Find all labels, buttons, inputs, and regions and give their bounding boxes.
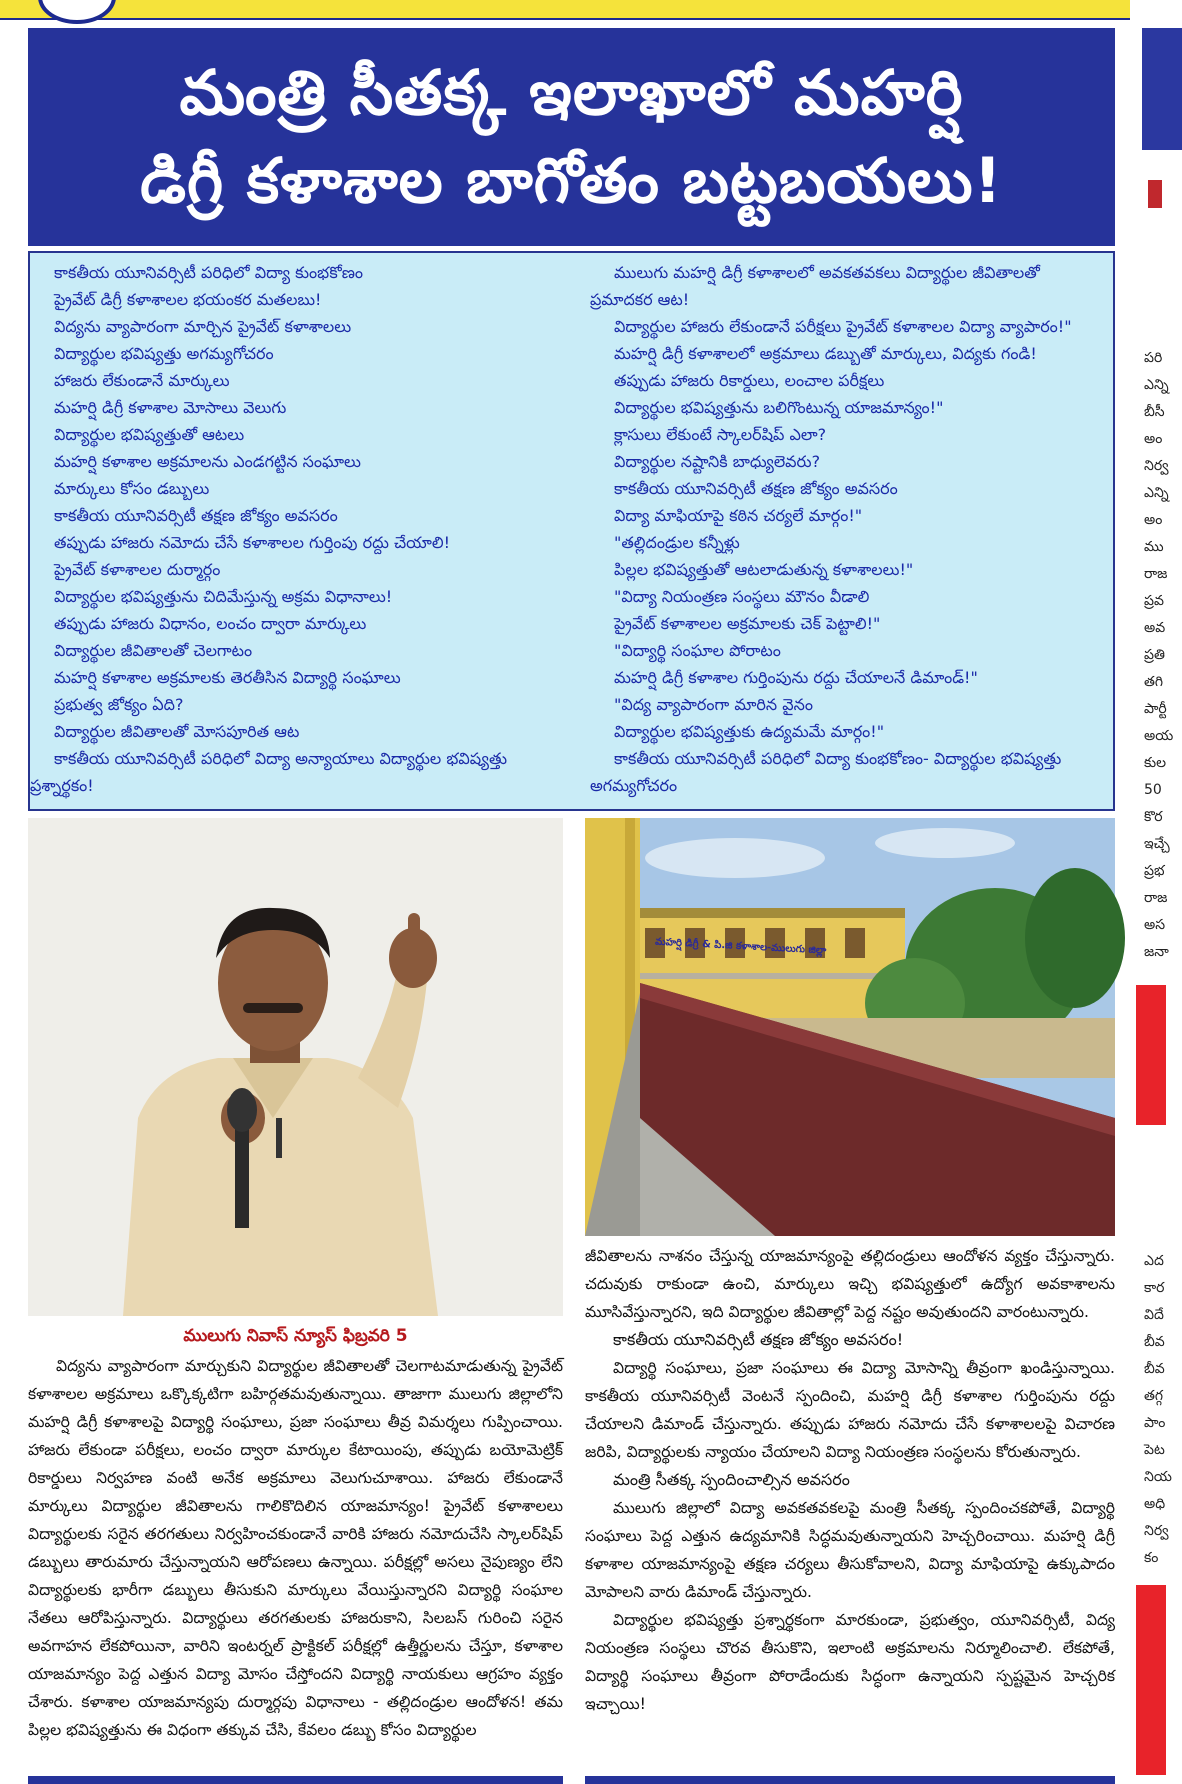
article-left-paragraph: విద్యను వ్యాపారంగా మార్చుకుని విద్యార్థుల జీవితాలతో చెలగాటమాడుతున్న ప్రైవేట్ కళాశాలల అక్రమాలు ఒక్కొక్కటిగా బహిర్గతమవుతున్నాయి. తాజాగా ములుగు జిల్లాలోని మహర్షి డిగ్రీ కళాశాలపై విద్యార్థి సంఘాలు, ప్రజా సంఘాలు తీవ్ర విమర్శలు గుప్పించాయి. హాజరు లేకుండా పరీక్షలు, లంచం ద్వారా మార్కుల కేటాయింపు, తప్పుడు బయోమెట్రిక్ రికార్డులు నిర్వహణ వంటి అనేక అక్రమాలు వెలుగుచూశాయి. హాజరు లేకుండానే మార్కులు విద్యార్థుల జీవితాలను గాలికొదిలిన యాజమాన్యం! ప్రైవేట్ కళాశాలలు విద్యార్థులకు సరైన తరగతులు నిర్వహించకుండానే వారికి హాజరు నమోదుచేసి స్కాలర్‌షిప్ డబ్బులు తారుమారు చేస్తున్నాయని ఆరోపణలు ఉన్నాయి. పరీక్షల్లో అసలు నైపుణ్యం లేని విద్యార్థులకు భారీగా డబ్బులు తీసుకుని మార్కులు వేయిస్తున్నారని విద్యార్థి సంఘాల నేతలు ఆరోపిస్తున్నారు. విద్యార్థులు తరగతులకు హాజరుకాని, సిలబస్ గురించి సరైన అవగాహన లేకపోయినా, వారిని ఇంటర్నల్ ప్రాక్టికల్ పరీక్షల్లో ఉత్తీర్ణులను చేస్తూ, కళాశాల యాజమాన్యం పెద్ద ఎత్తున విద్యా మోసం చేస్తోందని విద్యార్థి నాయకులు ఆగ్రహం వ్యక్తం చేశారు. కళాశాల యాజమాన్యపు దుర్మార్గపు విధానాలు - తల్లిదండ్రుల ఆందోళన! తమ పిల్లల భవిష్యత్తును ఈ విధంగా తక్కువ చేసి, కేవలం డబ్బు కోసం విద్యార్థుల (28, 1357, 563, 1739)
subheading: విద్యార్థుల భవిష్యత్తును చిదిమేస్తున్న అక్రమ విధానాలు! (54, 587, 393, 606)
adjacent-text-fragment: జనా (1144, 944, 1169, 960)
newspaper-logo (38, 0, 116, 24)
subheading: కాకతీయ యూనివర్సిటీ పరిధిలో విద్యా అన్యాయాలు విద్యార్థుల భవిష్యత్తు (54, 749, 507, 768)
adjacent-text-fragment: రాజ (1144, 566, 1168, 582)
subheading: మహర్షి డిగ్రీ కళాశాల గుర్తింపును రద్దు చేయాలనే డిమాండ్!" (614, 668, 978, 687)
adjacent-text-fragment: బీవ (1144, 1361, 1165, 1377)
subheading: "విద్యార్థి సంఘాల పోరాటం (614, 641, 781, 660)
bottom-strip-right (585, 1776, 1115, 1784)
adjacent-text-fragment: తగ్గ (1144, 1388, 1164, 1404)
adjacent-text-fragment: పార్టీ (1144, 701, 1167, 717)
bottom-strip-left (28, 1776, 563, 1784)
adjacent-column-edge (1130, 0, 1174, 1784)
adjacent-text-fragment: కార (1144, 1280, 1165, 1296)
subheading: ప్రమాదకర ఆట! (590, 290, 690, 309)
adjacent-red-box-edge (1136, 985, 1166, 1125)
adjacent-text-fragment: అవ (1144, 620, 1166, 636)
adjacent-text-fragment: కొర (1144, 809, 1163, 825)
adjacent-text-fragment: పాం (1144, 1415, 1166, 1431)
subheading: విద్యను వ్యాపారంగా మార్చిన ప్రైవేట్ కళాశాలలు (54, 317, 352, 336)
article-paragraph: ములుగు జిల్లాలో విద్యా అవకతవకలపై మంత్రి సీతక్క స్పందించకపోతే, విద్యార్థి సంఘాలు పెద్ద ఎత్తున ఉద్యమానికి సిద్ధమవుతున్నాయని హెచ్చరించాయి. మహర్షి డిగ్రీ కళాశాల యాజమాన్యంపై తక్షణ చర్యలు తీసుకోవాలని, విద్యా మాఫియాపై ఉక్కుపాదం మోపాలని వారు డిమాండ్ చేస్తున్నారు. (585, 1499, 1115, 1601)
headline-line-2: డిగ్రీ కళాశాల బాగోతం బట్టబయలు! (140, 144, 1003, 217)
college-building-photo (585, 818, 1115, 1236)
article-paragraph: విద్యార్థుల భవిష్యత్తు ప్రశ్నార్థకంగా మారకుండా, ప్రభుత్వం, యూనివర్సిటీ, విద్య నియంత్రణ సంస్థలు చొరవ తీసుకొని, ఇలాంటి అక్రమాలను నిర్మూలించాలి. లేకపోతే, విద్యార్థి సంఘాలు తీవ్రంగా పోరాడేందుకు సిద్ధంగా ఉన్నాయని స్పష్టమైన హెచ్చరిక ఇచ్చాయి! (585, 1611, 1115, 1713)
adjacent-text-fragment: ఎన్ని (1144, 377, 1169, 393)
adjacent-text-fragment: నిర్వ (1144, 1523, 1169, 1539)
subheading: విద్యార్థుల భవిష్యత్తు అగమ్యగోచరం (54, 344, 274, 363)
subheading: తప్పుడు హాజరు నమోదు చేసే కళాశాలల గుర్తింపు రద్దు చేయాలి! (54, 533, 451, 552)
adjacent-text-fragment: ఇచ్చే (1144, 836, 1170, 852)
subheading: విద్యా మాఫియాపై కఠిన చర్యలే మార్గం!" (614, 506, 863, 525)
dateline: ములుగు నివాస్ న్యూస్ ఫిబ్రవరి 5 (183, 1326, 408, 1346)
subheading: ప్రభుత్వ జోక్యం ఏది? (54, 695, 184, 714)
subheading: విద్యార్థుల హాజరు లేకుండానే పరీక్షలు ప్రైవేట్ కళాశాలల విద్యా వ్యాపారం!" (614, 317, 1072, 336)
headline-banner (28, 28, 1115, 246)
adjacent-text-fragment: ము (1144, 539, 1164, 555)
subheading: మహర్షి కళాశాల అక్రమాలకు తెరతీసిన విద్యార్థి సంఘాలు (54, 668, 401, 687)
adjacent-text-fragment: అయ (1144, 728, 1174, 744)
adjacent-text-fragment: అస (1144, 917, 1166, 933)
subheading: "విద్య వ్యాపారంగా మారిన వైనం (614, 695, 813, 714)
subheading: మార్కులు కోసం డబ్బులు (54, 479, 210, 498)
adjacent-text-fragment: కం (1144, 1550, 1159, 1566)
article-paragraph: విద్యార్థి సంఘాలు, ప్రజా సంఘాలు ఈ విద్యా మోసాన్ని తీవ్రంగా ఖండిస్తున్నాయి. కాకతీయ యూనివర్సిటీ వెంటనే స్పందించి, మహర్షి డిగ్రీ కళాశాల గుర్తింపును రద్దు చేయాలని డిమాండ్ చేస్తున్నారు. తప్పుడు హాజరు నమోదు చేసే కళాశాలలపై విచారణ జరిపి, విద్యార్థులకు న్యాయం చేయాలని విద్యా నియంత్రణ సంస్థలను కోరుతున్నారు. (585, 1359, 1115, 1461)
subheading: విద్యార్థుల జీవితాలతో మోసపూరిత ఆట (54, 722, 300, 741)
headline-line-1: మంత్రి సీతక్క ఇలాఖాలో మహర్షి (179, 56, 964, 129)
adjacent-text-fragment: తగి (1144, 674, 1164, 690)
adjacent-red-text-edge (1148, 180, 1162, 208)
subheading: కాకతీయ యూనివర్సిటీ తక్షణ జోక్యం అవసరం (614, 479, 898, 498)
subheading: క్లాసులు లేకుంటే స్కాలర్‌షిప్ ఎలా? (614, 425, 827, 444)
adjacent-text-fragment: అం (1144, 512, 1163, 528)
subheading: మహర్షి కళాశాల అక్రమాలను ఎండగట్టిన సంఘాలు (54, 452, 361, 471)
subheading: ములుగు మహర్షి డిగ్రీ కళాశాలలో అవకతవకలు విద్యార్థుల జీవితాలతో (614, 263, 1040, 282)
subheading: ప్రైవేట్ కళాశాలల అక్రమాలకు చెక్ పెట్టాలి!" (614, 614, 881, 633)
article-right-column (585, 1242, 1115, 1718)
subheading: విద్యార్థుల జీవితాలతో చెలగాటం (54, 641, 253, 660)
subheading: "విద్యా నియంత్రణ సంస్థలు మౌనం వీడాలి (614, 587, 870, 606)
adjacent-text-fragment: 50 (1144, 782, 1162, 798)
adjacent-text-fragment: ప్రభ (1144, 863, 1165, 879)
college-sign-text: మహర్షి డిగ్రీ & పి.జి కళాశాల-ములుగు జిల్లా (654, 936, 827, 957)
adjacent-red-box-edge-2 (1136, 1585, 1166, 1775)
subheadings-box (28, 251, 1115, 811)
adjacent-text-fragment: అం (1144, 431, 1163, 447)
subheading: విద్యార్థుల నష్టానికి బాధ్యులెవరు? (614, 452, 821, 471)
subheading: పిల్లల భవిష్యత్తుతో ఆటలాడుతున్న కళాశాలలు!" (614, 560, 914, 579)
subheading: విద్యార్థుల భవిష్యత్తుతో ఆటలు (54, 425, 245, 444)
college-building-illustration (585, 818, 1115, 1236)
adjacent-text-fragment: రాజ (1144, 890, 1168, 906)
subheading: మహర్షి డిగ్రీ కళాశాల మోసాలు వెలుగు (54, 398, 287, 417)
adjacent-text-fragment: ఎద (1144, 1253, 1164, 1269)
subheading: "తల్లిదండ్రుల కన్నీళ్లు (614, 533, 740, 552)
adjacent-text-fragment: అధి (1144, 1496, 1166, 1512)
article-subheading: మంత్రి సీతక్క స్పందించాల్సిన అవసరం (613, 1470, 850, 1489)
subheading: విద్యార్థుల భవిష్యత్తుకు ఉద్యమమే మార్గం!" (614, 722, 885, 741)
subheading: మహర్షి డిగ్రీ కళాశాలలో అక్రమాలు డబ్బుతో మార్కులు, విద్యకు గండి! (614, 344, 1037, 363)
article-subheading: కాకతీయ యూనివర్సిటీ తక్షణ జోక్యం అవసరం! (613, 1330, 904, 1349)
subheading: కాకతీయ యూనివర్సిటీ పరిధిలో విద్యా కుంభకోణం- విద్యార్థుల భవిష్యత్తు (614, 749, 1062, 768)
adjacent-text-fragment: కుల (1144, 755, 1167, 771)
speaker-illustration (28, 818, 563, 1316)
adjacent-text-fragment: పెట (1144, 1442, 1165, 1458)
subheading: తప్పుడు హాజరు విధానం, లంచం ద్వారా మార్కులు (54, 614, 367, 633)
adjacent-text-fragment: ఎన్ని (1144, 485, 1169, 501)
adjacent-text-fragment: పరి (1144, 350, 1163, 366)
adjacent-headline-edge (1142, 28, 1182, 150)
adjacent-text-fragment: విదే (1144, 1307, 1164, 1323)
adjacent-text-fragment: ప్రతి (1144, 647, 1165, 663)
subheading: ప్రశ్నార్థకం! (30, 776, 94, 795)
adjacent-text-fragment: బీవ (1144, 1334, 1165, 1350)
subheading: ప్రైవేట్ డిగ్రీ కళాశాలల భయంకర మతలబు! (54, 290, 322, 309)
adjacent-text-fragment: నిర్వ (1144, 458, 1169, 474)
masthead-strip (0, 0, 1162, 20)
subheading: హాజరు లేకుండానే మార్కులు (54, 371, 230, 390)
subheading: విద్యార్థుల భవిష్యత్తును బలిగొంటున్న యాజమాన్యం!" (614, 398, 944, 417)
subheading: అగమ్యగోచరం (590, 776, 678, 795)
adjacent-text-fragment: బీసీ (1144, 404, 1165, 420)
subheading: ప్రైవేట్ కళాశాలల దుర్మార్గం (54, 560, 221, 579)
subheadings-right-column (590, 259, 1114, 799)
article-paragraph: జీవితాలను నాశనం చేస్తున్న యాజమాన్యంపై తల్లిదండ్రులు ఆందోళన వ్యక్తం చేస్తున్నారు. చదువుకు రాకుండా ఉంచి, మార్కులు ఇచ్చి భవిష్యత్తులో ఉద్యోగ అవకాశాలను మూసివేస్తున్నారని, ఇది విద్యార్థుల జీవితాల్లో పెద్ద నష్టం అవుతుందని వారంటున్నారు. (585, 1247, 1115, 1321)
subheadings-left-column (30, 259, 586, 799)
adjacent-text-fragment: నియ (1144, 1469, 1172, 1485)
subheading: కాకతీయ యూనివర్సిటీ తక్షణ జోక్యం అవసరం (54, 506, 338, 525)
subheading: కాకతీయ యూనివర్సిటీ పరిధిలో విద్యా కుంభకోణం (54, 263, 364, 282)
adjacent-text-fragment: ప్రవ (1144, 593, 1164, 609)
subheading: తప్పుడు హాజరు రికార్డులు, లంచాల పరీక్షలు (614, 371, 885, 390)
speaker-photo (28, 818, 563, 1316)
